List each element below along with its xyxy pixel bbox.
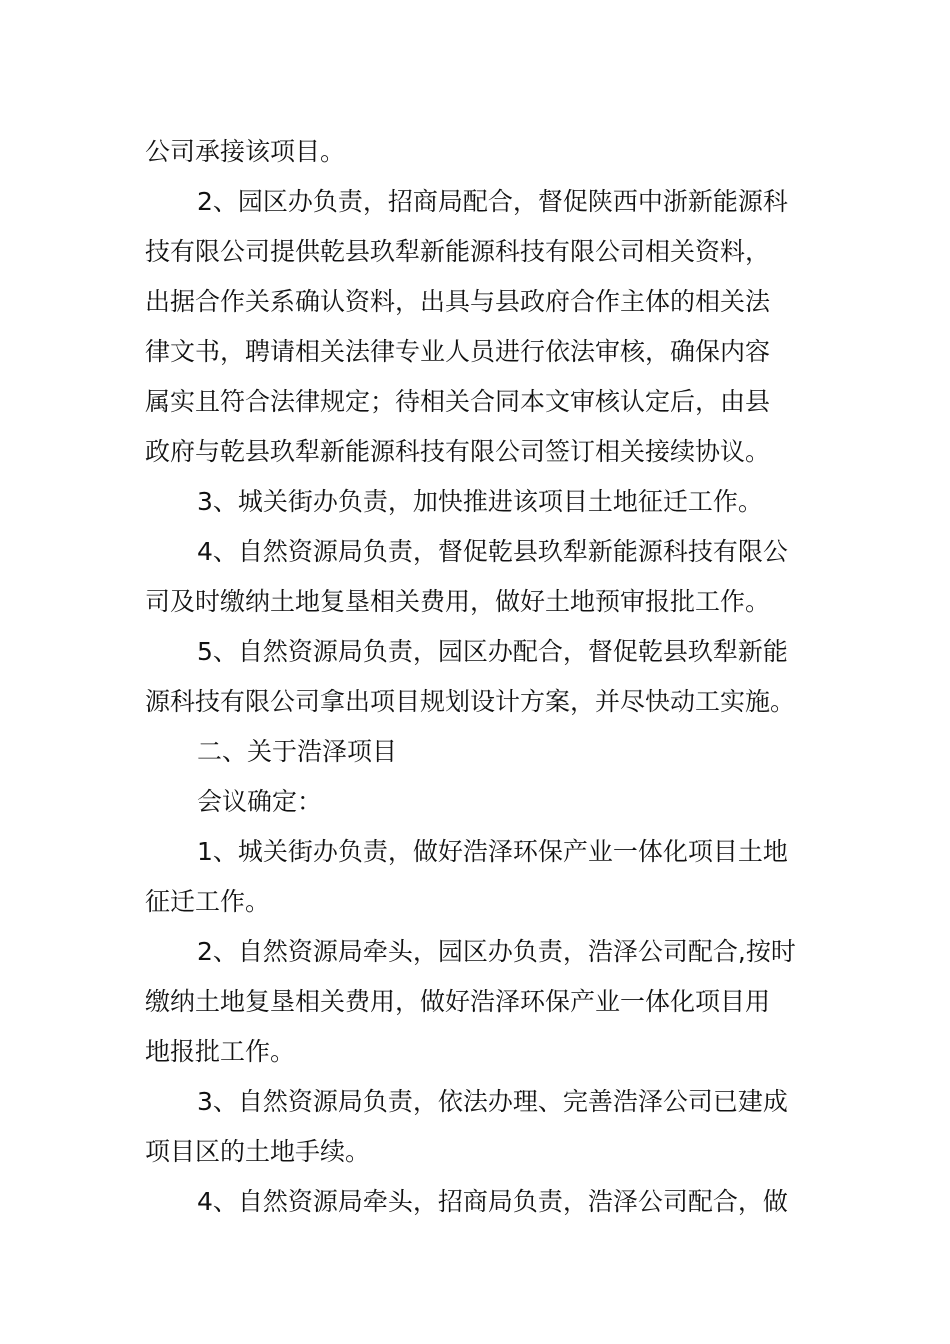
text-line: 1、城关街办负责，做好浩泽环保产业一体化项目土地 [197,837,788,866]
text-line: 4、自然资源局负责，督促乾县玖犁新能源科技有限公 [197,537,788,566]
text-line: 源科技有限公司拿出项目规划设计方案，并尽快动工实施。 [145,687,796,716]
section-heading: 二、关于浩泽项目 [197,737,398,766]
text-line: 技有限公司提供乾县玖犁新能源科技有限公司相关资料， [145,237,771,266]
text-line: 2、园区办负责，招商局配合，督促陕西中浙新能源科 [197,187,788,216]
text-line: 公司承接该项目。 [145,137,346,166]
text-line: 政府与乾县玖犁新能源科技有限公司签订相关接续协议。 [145,437,771,466]
text-line: 项目区的土地手续。 [145,1137,371,1166]
text-line: 3、城关街办负责，加快推进该项目土地征迁工作。 [197,487,763,516]
text-line: 4、自然资源局牵头，招商局负责，浩泽公司配合，做 [197,1187,788,1216]
text-line: 征迁工作。 [145,887,271,916]
text-line: 司及时缴纳土地复垦相关费用，做好土地预审报批工作。 [145,587,771,616]
text-line: 3、自然资源局负责，依法办理、完善浩泽公司已建成 [197,1087,788,1116]
text-line: 5、自然资源局负责，园区办配合，督促乾县玖犁新能 [197,637,788,666]
text-line: 出据合作关系确认资料，出具与县政府合作主体的相关法 [145,287,771,316]
text-line: 地报批工作。 [145,1037,296,1066]
text-line: 会议确定： [197,787,323,816]
text-line: 缴纳土地复垦相关费用，做好浩泽环保产业一体化项目用 [145,987,771,1016]
text-line: 2、自然资源局牵头，园区办负责，浩泽公司配合,按时 [197,937,796,966]
text-line: 属实且符合法律规定；待相关合同本文审核认定后，由县 [145,387,771,416]
document-body [145,127,810,1227]
text-line: 律文书，聘请相关法律专业人员进行依法审核，确保内容 [145,337,771,366]
